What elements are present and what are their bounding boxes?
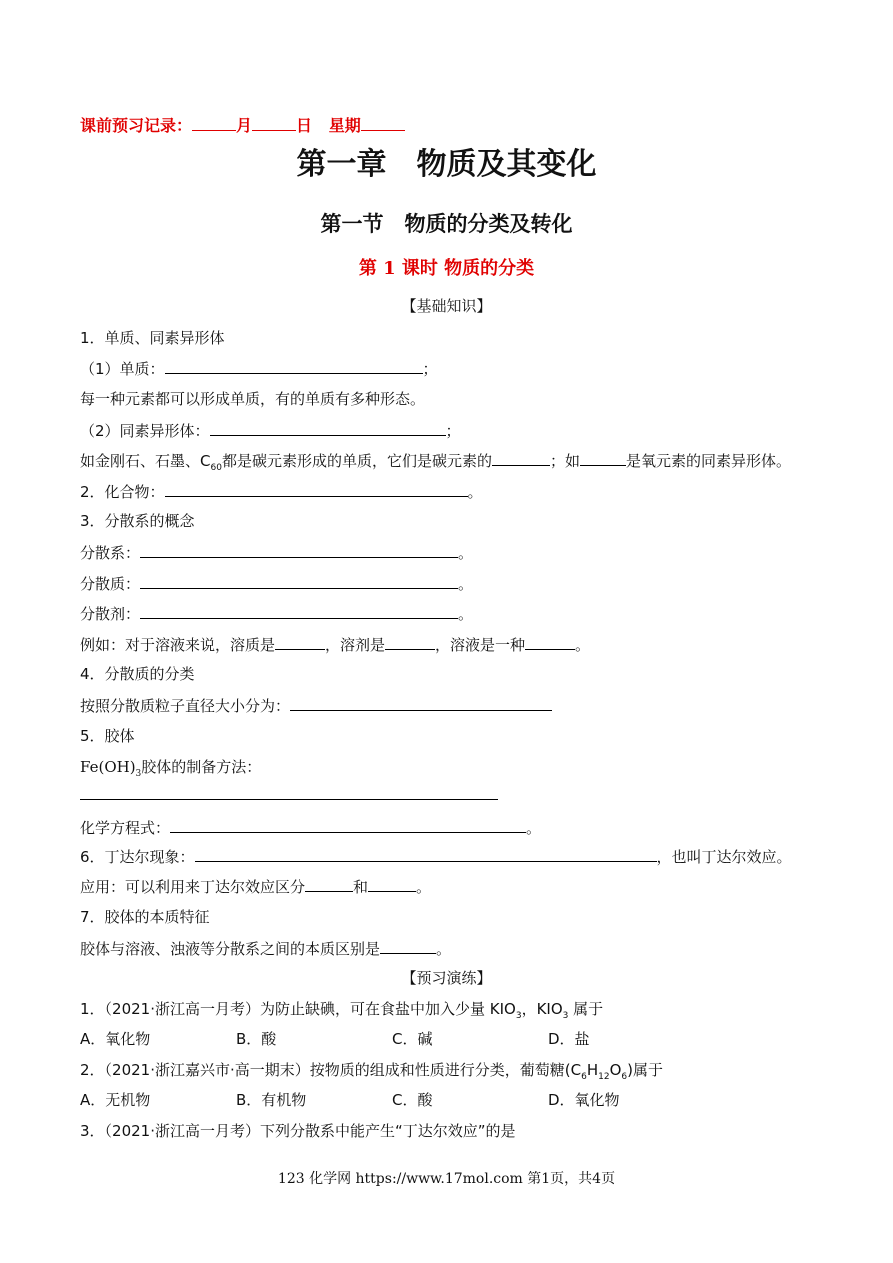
month-blank[interactable] xyxy=(192,115,236,131)
item-1a-end: ； xyxy=(422,360,438,378)
solvent-blank[interactable] xyxy=(385,634,435,650)
solute-blank[interactable] xyxy=(275,634,325,650)
q2-text-d: )属于 xyxy=(627,1061,663,1079)
question-3: 3．（2021·浙江高一月考）下列分散系中能产生“丁达尔效应”的是 xyxy=(80,1122,516,1140)
item-1-note: 每一种元素都可以形成单质，有的单质有多种形态。 xyxy=(80,390,426,408)
month-label: 月 xyxy=(236,116,253,135)
q2-option-b[interactable]: B．有机物 xyxy=(236,1091,307,1109)
q1-option-d[interactable]: D．盐 xyxy=(548,1030,590,1048)
item-3a-label: 分散系： xyxy=(80,544,141,562)
q2-sub-1: 6 xyxy=(581,1072,587,1082)
item-6a xyxy=(80,876,431,897)
q2-sub-3: 6 xyxy=(621,1072,628,1082)
item-3b-end: 。 xyxy=(458,575,474,593)
q2-option-c[interactable]: C．酸 xyxy=(392,1091,433,1109)
oxygen-allotrope-blank[interactable] xyxy=(580,450,626,466)
equation-blank[interactable] xyxy=(170,817,526,833)
lesson-title: 第 1 课时 物质的分类 xyxy=(358,258,535,279)
distinguish-blank-2[interactable] xyxy=(368,876,416,892)
example-3-a: 例如：对于溶液来说，溶质是 xyxy=(80,636,276,654)
essential-difference-blank[interactable] xyxy=(380,938,436,954)
item-4-heading: 4．分散质的分类 xyxy=(80,665,195,683)
q1-sub-2: 3 xyxy=(562,1011,569,1021)
q2-option-d[interactable]: D．氧化物 xyxy=(548,1091,620,1109)
item-7a-label: 胶体与溶液、浊液等分散系之间的本质区别是 xyxy=(80,940,381,958)
item-3-heading: 3．分散系的概念 xyxy=(80,512,195,530)
basics-heading: 【基础知识】 xyxy=(401,297,492,315)
section-title: 第一节 物质的分类及转化 xyxy=(320,211,573,236)
q1-text-a: 1．（2021·浙江高一月考）为防止缺碘，可在食盐中加入少量 KIO xyxy=(80,1000,516,1018)
tyndall-blank[interactable] xyxy=(195,846,657,862)
q2-option-a[interactable]: A．无机物 xyxy=(80,1091,151,1109)
example-3-d: 。 xyxy=(575,636,591,654)
feoh3-subscript: 3 xyxy=(135,769,142,779)
example-text-c: ；如 xyxy=(549,452,580,470)
item-7a-end: 。 xyxy=(436,940,452,958)
item-5-heading: 5．胶体 xyxy=(80,727,135,745)
q1-option-a[interactable]: A．氧化物 xyxy=(80,1030,151,1048)
item-7a xyxy=(80,938,451,959)
example-text-a: 如金刚石、石墨、C xyxy=(80,452,211,470)
feoh3-formula: Fe(OH) xyxy=(80,758,136,776)
item-6a-end: 。 xyxy=(416,878,432,896)
q1-text-b: ，KIO xyxy=(521,1000,563,1018)
q2-text-a: 2．（2021·浙江嘉兴市·高一期末）按物质的组成和性质进行分类，葡萄糖(C xyxy=(80,1061,582,1079)
dispersion-system-blank[interactable] xyxy=(140,542,458,558)
item-3c-label: 分散剂： xyxy=(80,605,141,623)
item-3a-end: 。 xyxy=(458,544,474,562)
day-label: 日 xyxy=(296,116,313,135)
item-3a xyxy=(80,542,473,563)
item-2-label: 2．化合物： xyxy=(80,483,165,501)
item-5b-label: 化学方程式： xyxy=(80,819,171,837)
item-6a-label: 应用：可以利用来丁达尔效应区分 xyxy=(80,878,306,896)
allotrope-blank[interactable] xyxy=(210,420,446,436)
item-5b xyxy=(80,817,541,838)
q1-option-b[interactable]: B．酸 xyxy=(236,1030,277,1048)
question-1 xyxy=(80,999,603,1019)
item-2 xyxy=(80,481,483,502)
item-5a xyxy=(80,757,261,777)
practice-heading: 【预习演练】 xyxy=(401,969,492,987)
item-5a-label: 胶体的制备方法： xyxy=(141,758,262,776)
compound-blank[interactable] xyxy=(165,481,468,497)
item-3-example xyxy=(80,634,590,655)
item-7-heading: 7．胶体的本质特征 xyxy=(80,908,210,926)
item-4a xyxy=(80,695,552,716)
q2-text-c: O xyxy=(609,1061,622,1079)
q2-text-b: H xyxy=(586,1061,599,1079)
item-3c xyxy=(80,603,473,624)
item-5b-end: 。 xyxy=(526,819,542,837)
item-3c-end: 。 xyxy=(458,605,474,623)
example-3-b: ，溶剂是 xyxy=(325,636,386,654)
item-1-example xyxy=(80,450,791,471)
item-6a-and: 和 xyxy=(353,878,369,896)
preparation-line[interactable] xyxy=(80,784,498,805)
q2-sub-2: 12 xyxy=(598,1072,610,1082)
record-line xyxy=(80,115,405,136)
example-text-d: 是氧元素的同素异形体。 xyxy=(625,452,791,470)
item-1a-label: （1）单质： xyxy=(80,360,165,378)
simple-substance-blank[interactable] xyxy=(165,358,423,374)
item-2-end: 。 xyxy=(467,483,483,501)
question-2 xyxy=(80,1060,663,1080)
weekday-label: 星期 xyxy=(328,116,361,135)
q1-text-c: 属于 xyxy=(568,1000,604,1018)
q1-sub-1: 3 xyxy=(515,1011,522,1021)
record-label: 课前预习记录： xyxy=(80,116,193,135)
example-text-b: 都是碳元素形成的单质，它们是碳元素的 xyxy=(221,452,492,470)
c60-subscript: 60 xyxy=(210,463,222,473)
item-3b-label: 分散质： xyxy=(80,575,141,593)
item-6-end: ，也叫丁达尔效应。 xyxy=(656,848,792,866)
day-blank[interactable] xyxy=(252,115,296,131)
chapter-title: 第一章 物质及其变化 xyxy=(296,147,597,182)
item-6-label: 6．丁达尔现象： xyxy=(80,848,195,866)
preparation-blank[interactable] xyxy=(80,784,498,800)
weekday-blank[interactable] xyxy=(361,115,405,131)
carbon-allotrope-blank[interactable] xyxy=(492,450,550,466)
item-1a xyxy=(80,358,438,379)
distinguish-blank-1[interactable] xyxy=(305,876,353,892)
example-3-c: ，溶液是一种 xyxy=(435,636,526,654)
q1-option-c[interactable]: C．碱 xyxy=(392,1030,433,1048)
item-4a-label: 按照分散质粒子直径大小分为： xyxy=(80,697,291,715)
solution-type-blank[interactable] xyxy=(525,634,575,650)
item-1b xyxy=(80,420,461,441)
dispersion-medium-blank[interactable] xyxy=(140,603,458,619)
item-1b-end: ； xyxy=(445,422,461,440)
page-footer: 123 化学网 https://www.17mol.com 第1页，共4页 xyxy=(277,1171,616,1187)
item-3b xyxy=(80,573,473,594)
dispersed-phase-blank[interactable] xyxy=(140,573,458,589)
particle-size-blank[interactable] xyxy=(290,695,552,711)
item-6 xyxy=(80,846,792,867)
item-1-heading: 1．单质、同素异形体 xyxy=(80,329,225,347)
item-1b-label: （2）同素异形体： xyxy=(80,422,210,440)
